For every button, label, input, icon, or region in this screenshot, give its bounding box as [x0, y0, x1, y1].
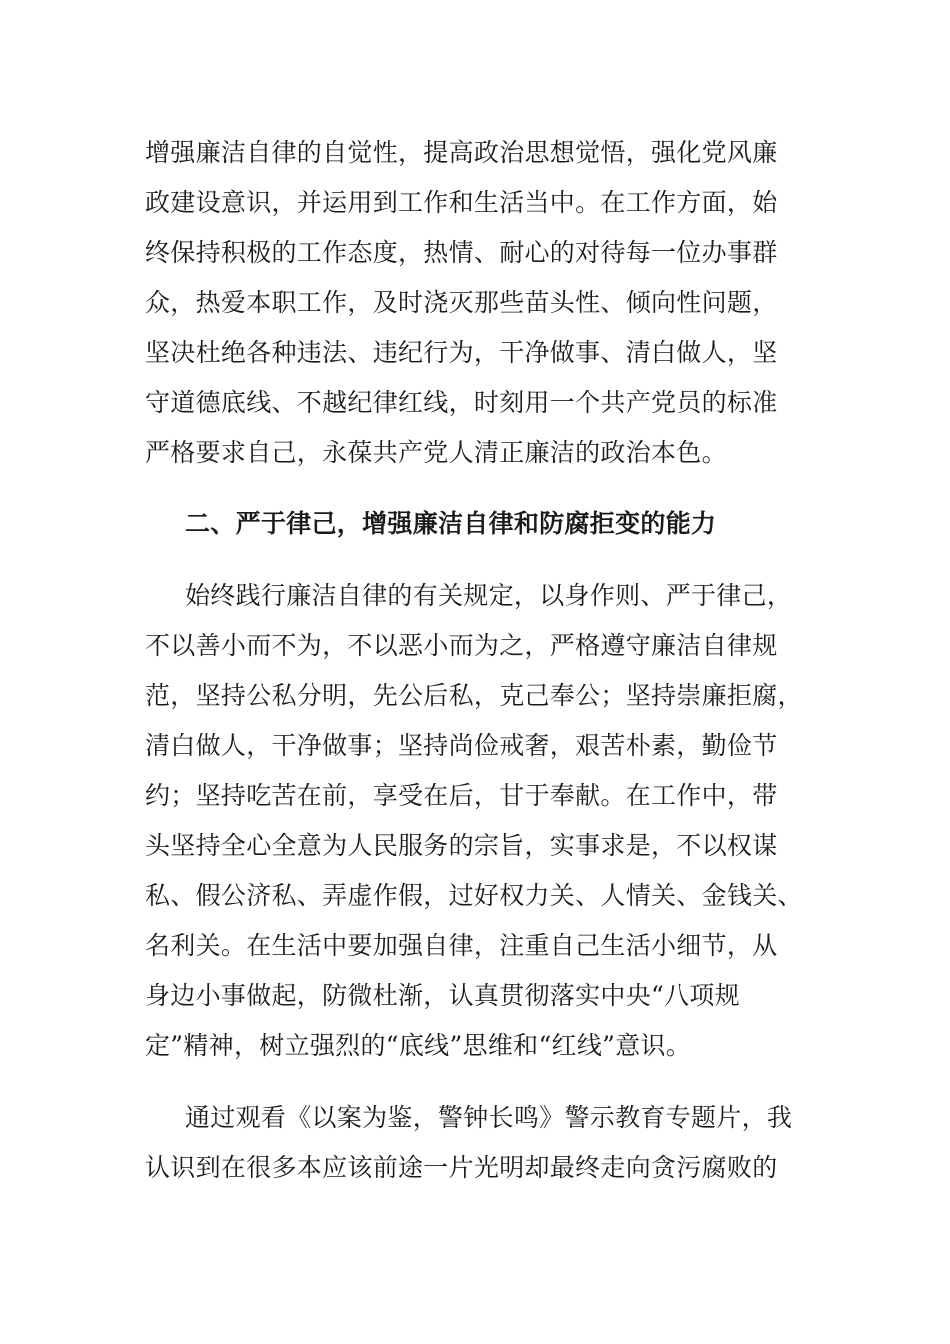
section-heading: 二、严于律己，增强廉洁自律和防腐拒变的能力: [185, 509, 717, 538]
paragraph-line: 清白做人，干净做事；坚持尚俭戒奢，艰苦朴素，勤俭节: [145, 731, 778, 760]
paragraph-line: 终保持积极的工作态度，热情、耐心的对待每一位办事群: [145, 238, 778, 267]
paragraph-line: 认识到在很多本应该前途一片光明却最终走向贪污腐败的: [145, 1153, 778, 1182]
paragraph-line: 守道德底线、不越纪律红线，时刻用一个共产党员的标准: [145, 388, 778, 417]
paragraph-line: 不以善小而不为，不以恶小而为之，严格遵守廉洁自律规: [145, 631, 778, 660]
paragraph-line: 严格要求自己，永葆共产党人清正廉洁的政治本色。: [145, 438, 727, 467]
paragraph-line: 始终践行廉洁自律的有关规定，以身作则、严于律己，: [185, 581, 793, 610]
paragraph-line: 众，热爱本职工作，及时浇灭那些苗头性、倾向性问题，: [145, 288, 778, 317]
paragraph-line: 增强廉洁自律的自觉性，提高政治思想觉悟，强化党风廉: [145, 138, 778, 167]
paragraph-line: 身边小事做起，防微杜渐，认真贯彻落实中央“八项规: [145, 981, 740, 1010]
paragraph-line: 范，坚持公私分明，先公后私，克己奉公；坚持崇廉拒腐，: [145, 681, 803, 710]
paragraph-line: 政建设意识，并运用到工作和生活当中。在工作方面，始: [145, 188, 778, 217]
paragraph-line: 定”精神，树立强烈的“底线”思维和“红线”意识。: [145, 1031, 692, 1060]
paragraph-line: 头坚持全心全意为人民服务的宗旨，实事求是，不以权谋: [145, 831, 778, 860]
paragraph-line: 私、假公济私、弄虚作假，过好权力关、人情关、金钱关、: [145, 881, 803, 910]
paragraph-line: 名利关。在生活中要加强自律，注重自己生活小细节，从: [145, 931, 778, 960]
paragraph-line: 坚决杜绝各种违法、违纪行为，干净做事、清白做人，坚: [145, 338, 778, 367]
paragraph-line: 约；坚持吃苦在前，享受在后，甘于奉献。在工作中，带: [145, 781, 778, 810]
paragraph-line: 通过观看《以案为鉴，警钟长鸣》警示教育专题片，我: [185, 1103, 793, 1132]
